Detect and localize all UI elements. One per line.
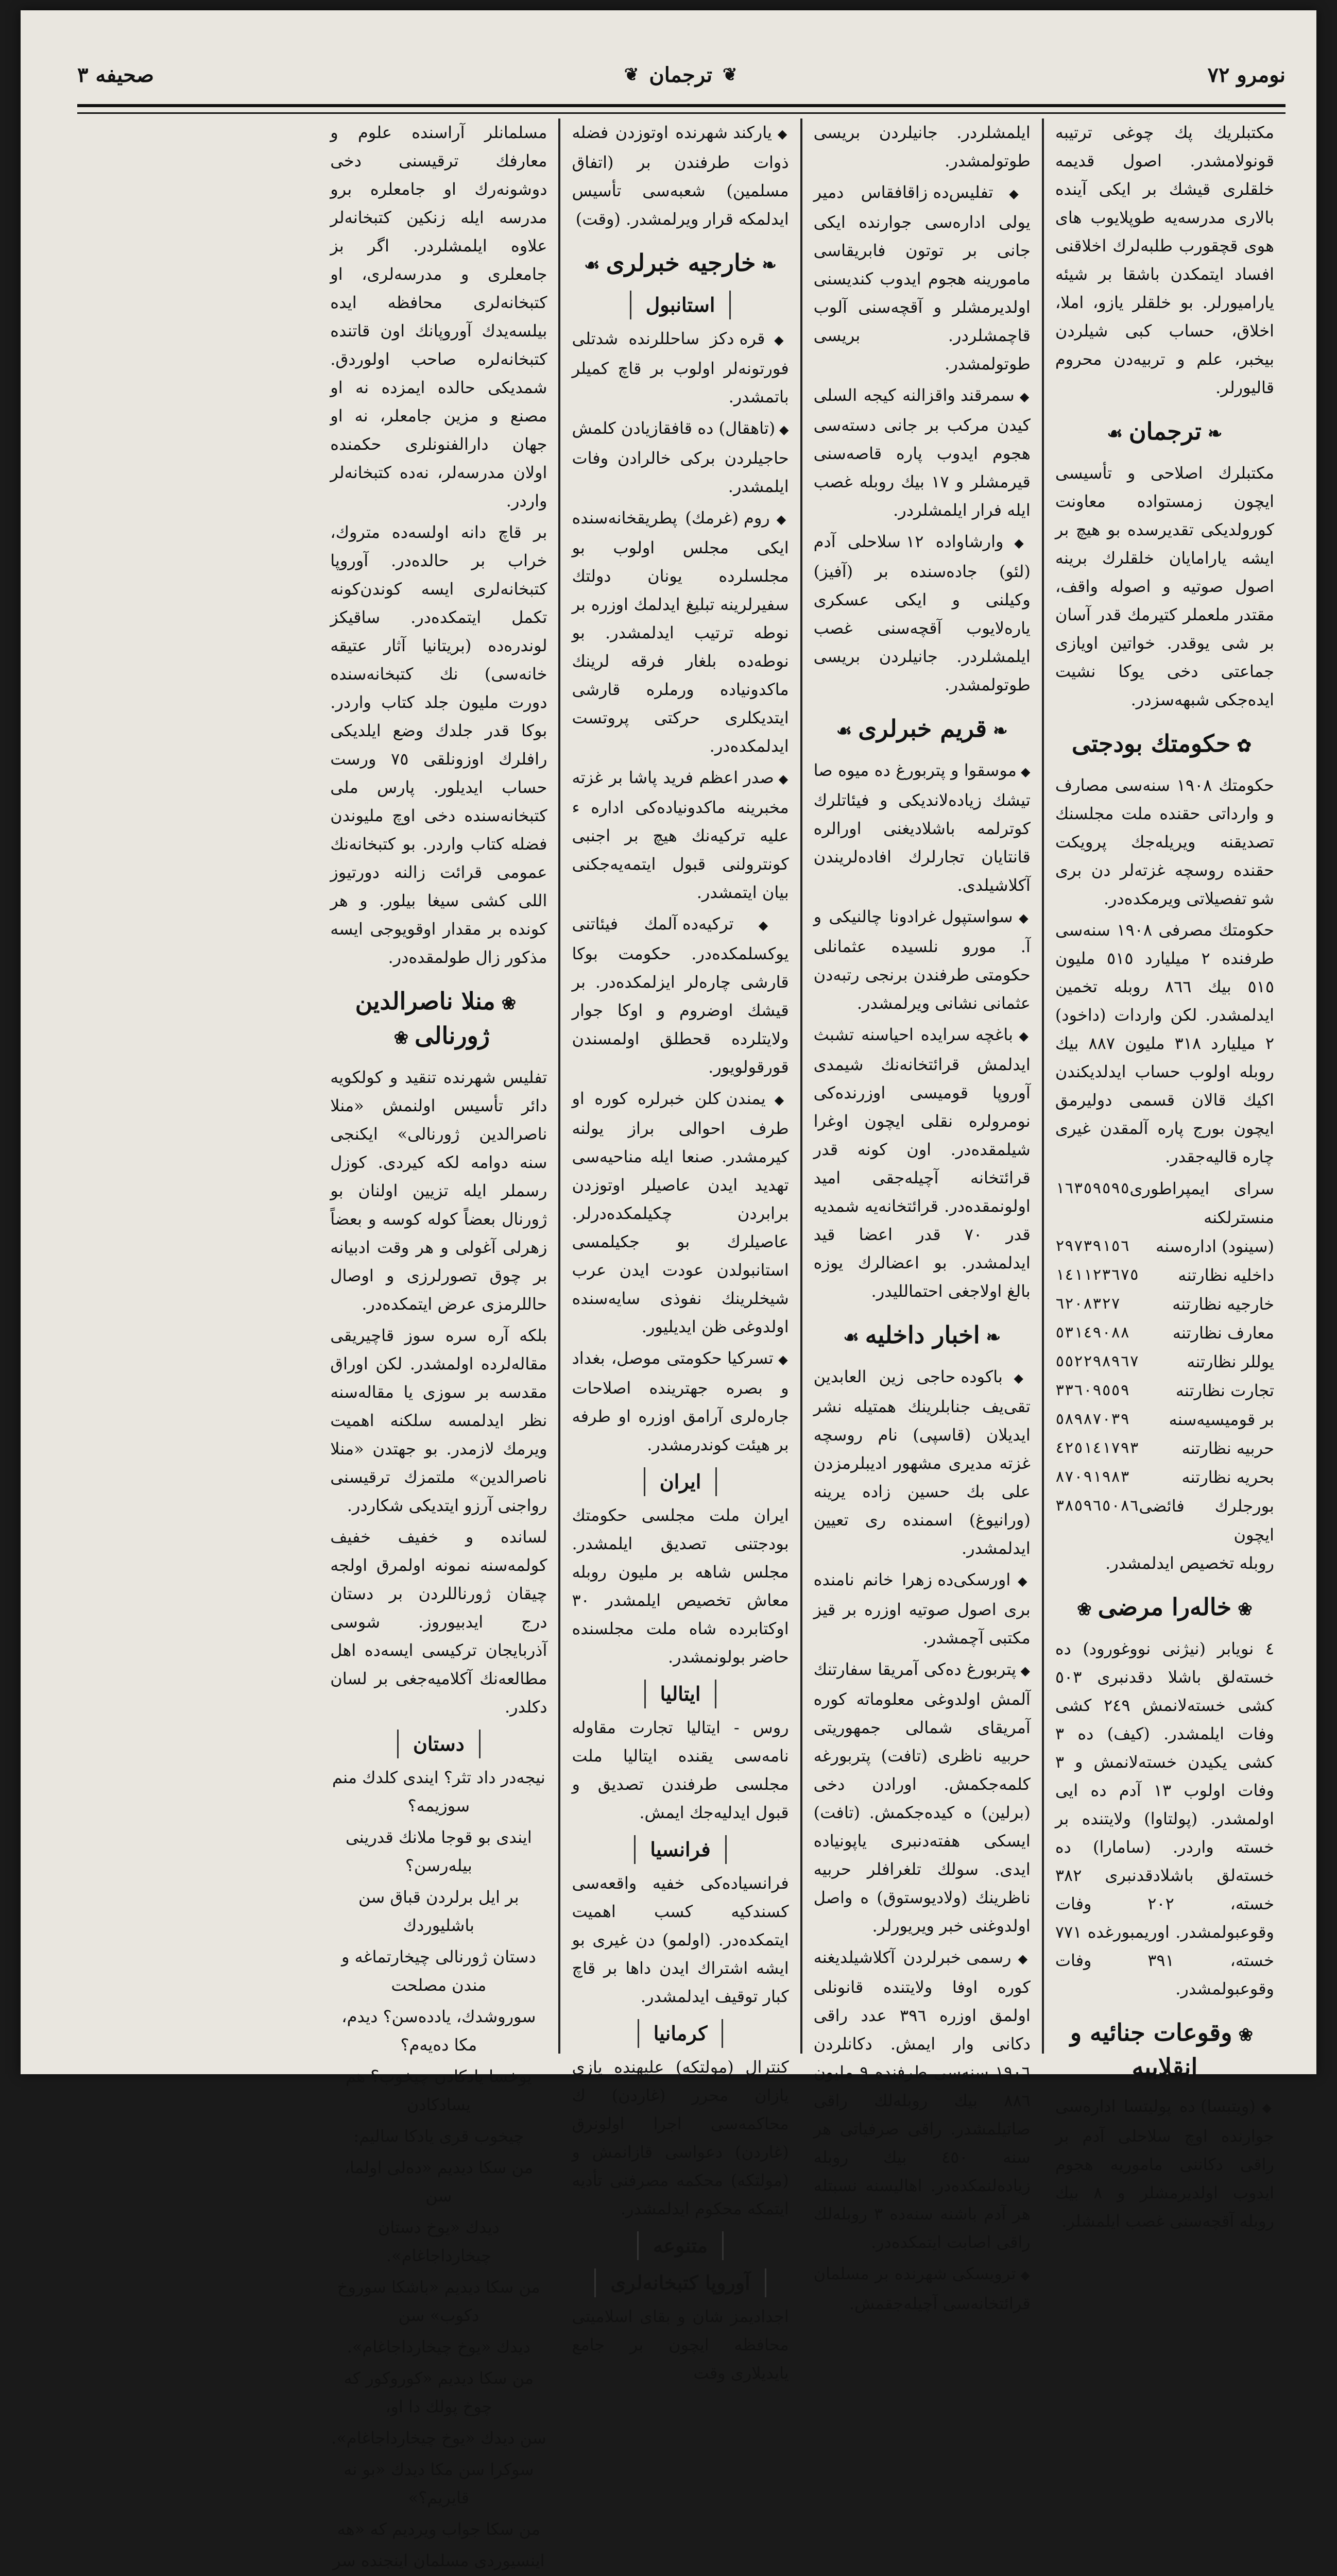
column-2 (802, 118, 1044, 2313)
ornament-icon: ❀ (501, 993, 517, 1014)
sub-heading: ايران (572, 1467, 789, 1496)
masthead (624, 63, 738, 87)
article-text: ◆ باكوده حاجى زين العابدين تقى‌يف جنابلرينك همتيله نشر ايديلان (قاسپى) نام روسچه غزته مديرى مشهور اديبلرمزدن على بك حسين زاده يرينه (ورانيوغ) اسمنده رى تعيين ايدلمشدر. (814, 1363, 1031, 1563)
article-text: ◆ ياركند شهرنده اوتوزدن فضله ذوات طرفندن بر (اتفاق مسلمين) شعبه‌سى تأسيس ايدلمكه قرار ويرلمشدر. (وقت) (572, 118, 789, 233)
poem-line: سن ديدك «يوخ چيخارداجاغام». (331, 2428, 546, 2448)
article-text: ◆ موسقوا و پتربورغ ده ميوه صا تيشك زياده‌لانديكى و فيئاتلرك كوترلمه باشلاديغنى اورالره قانتايان تجارلرك افاده‌لريندن آكلاشيلدى. (814, 756, 1031, 900)
article-text: كنترال (مولتكه) عليهنده يازى يازان محرر (غاردن) ك محاكمه‌سى اجرا اولونرق (غاردن) دعواسى قازانمش و (مولتكه) محكمه مصرفنى تأديه ايتمكه محكوم ايدلمشدر. (572, 2057, 789, 2218)
budget-row: داخليه نظارتنه ١٤١١٢٣٦٧٥ (1055, 1265, 1274, 1285)
newspaper-page (21, 10, 1316, 2570)
article-text: ◆ روم (غرمك) پطريقخانه‌سنده ايكى مجلس اولوب بو مجلسلرده يونان دولتك سفيرلرينه تبليغ ايدلمك اوزره بر نوطه ترتيب ايدلمشدر. بو نوطه‌ده بلغار فرقه لرينك ماكدونياده ورملره قارشى ايتديكلرى حركتى پروتست ايدلمكده‌در. (572, 504, 789, 760)
section-heading: ❀وقوعات جنائيه و انقلابيه (1070, 2019, 1253, 2081)
budget-table (1055, 1174, 1274, 1549)
ornament-icon: ❧ (1207, 423, 1223, 444)
poem-line: من سكا ديديم «دەلى اولما، سن (344, 2158, 533, 2206)
ornament-icon: ❀ (1238, 2025, 1253, 2045)
poem-line: سوكرا سن مكا ديدك «بو نه قايريم؟» (344, 2460, 534, 2507)
article-text: ◆ تسركيا حكومتى موصل، بغداد و بصره جهترينده اصلاحات جاره‌لرى آرامق اوزره او طرفه بر هيئت كوندرمشدر. (572, 1344, 789, 1459)
poem-line: من سكا ديديم «باشكا سوروخ دكوب» سن (337, 2277, 540, 2325)
article-text: ◆ سواستپول غرادونا چالنيكى و آ. مورو نلسيده عثمانلى حكومتى طرفندن برنجى رتبه‌دن عثمانى نشانى ويرلمشدر. (814, 903, 1031, 1018)
poem-line: ديدك «يوخ چيخارداجاغام». (347, 2337, 531, 2357)
poem-line: نيجەدر داد تثر؟ ايندى كلدك منم سوزيمه؟ (332, 1768, 545, 1816)
article-text: روس - ايتاليا تجارت مقاوله نامه‌سى يقنده ايتاليا ملت مجلسى طرفندن تصديق و قبول ايدليه‌جك ايمش. (572, 1718, 789, 1822)
article-text: ◆ (تاهقال) ده قافقازيادن كلمش حاجيلردن بركى خالرادن وفات ايلمشدر. (572, 414, 789, 501)
article-text: ◆ باغچه سرايده احياسنه تشبث ايدلمش قرائتخانه‌نك شيمدى آوروپا قوميسى اوزرنده‌كى نومرولره نقلى ايچون اوغرا شيلمقده‌در. اون كونه قدر قرائتخانه آچيله‌جقى اميد اولونمقده‌در. قرائتخانه‌يه شمديه قدر ٧٠ قدر اعضا قيد ايدلمشدر. بو اعضالرك يوزه بالغ اولاجغى احتمالليدر. (814, 1021, 1031, 1306)
article-text: حكومتك مصرفى ١٩٠٨ سنه‌سى طرفنده ٢ ميليارد ٥١٥ مليون ٥١٥ بيك ٨٦٦ روبله تخمين ايدلمشدر. لكن واردات (داخود) ٢ ميليارد ٣١٨ مليون ٨٨٧ بيك روبله اولوب حساب ايدلديكندن اكيك قالان قسمى دوليرمق ايچون بورج پاره آلمقدن غيرى چاره قاليه‌جقدر. (1055, 920, 1275, 1166)
poem-line: ايندى بو قوجا ملانك قدرينى بيلەرسن؟ (346, 1827, 532, 1875)
poem-line: من سكا جواب ويرديم كه «هه (337, 2519, 541, 2539)
ornament-icon: ✿ (1237, 736, 1252, 756)
section-heading: ❀منلا ناصرالدين ژورنالى❀ (355, 987, 517, 1049)
article-text: فرانسياده‌كى خفيه واقعه‌سى كسندكيه كسب اهميت ايتمكده‌در. (اولمو) دن غيرى بو ايشه اشتراك ايدن داها بر قاچ كبار توقيف ايدلمشدر. (572, 1873, 789, 2006)
column-1 (1044, 118, 1285, 2231)
sub-heading: متنوعه (572, 2231, 789, 2260)
sub-heading: كرمانيا (572, 2019, 789, 2048)
article-text: ايلمشلردر. جانيلردن بريسى طوتولمشدر. (813, 123, 1031, 171)
ornament-icon: ❧ (762, 255, 777, 276)
section-heading: ✿حكومتك بودجتى (1071, 730, 1252, 757)
poem-line: بر ايل برلردن قباق سن باشليوردك (358, 1887, 519, 1935)
budget-row: يوللر نظارتنه ٥٥٢٢٩٨٩٦٧ (1055, 1352, 1274, 1371)
section-heading: ❀خالەرا مرضى❀ (1077, 1593, 1253, 1621)
article-text: مكتبلرك اصلاحى و تأسيسى ايچون زمستواده معاونت كورولديكى تقديرسده بو هيچ بر ايشه يارامايان خلقلرك برينه اصول صوتيه و اصوله واقف، مقتدر ملعملر كتيرمك قدر آسان بر شى يوقدر. خواتين اويازى جماعتى دخى يوكا نشيت ايده‌جكى شبهه‌سزدر. (1055, 463, 1274, 709)
budget-row: حربيه نظارتنه ٤٢٥١٤١٧٩٣ (1055, 1438, 1274, 1458)
ornament-icon: ☙ (836, 721, 852, 741)
section-heading: ❧ترجمان☙ (1107, 417, 1223, 445)
article-text: مسلمانلر آراسنده علوم و معارفك ترقيسنى دخى دوشونەرك او جامعلره برو مدرسه ايله زنكين كتبخانەلر علاوه ايلمشلردر. اگر بز جامعلرى و مدرسه‌لرى، او كتبخانەلرى محافظه ايده بيلسەيدك آوروپانك اون قاتنده كتبخانەلره صاحب اولوردق. شمديكى حالده ايمزده نه او مصنع و مزين جامعلر، نه او جهان دارالفنونلرى حكمنده اولان مدرسەلر، نه‌ده كتبخانەلر واردر. (330, 123, 547, 511)
ornament-icon: ❧ (986, 1327, 1001, 1348)
article-text: حكومتك ١٩٠٨ سنه‌سى مصارف و وارداتى حقنده ملت مجلسنك تصديقنه ويريله‌جك پرويكت حقنده روسچه غزته‌لر دن برى شو تفصيلاتى ويرمكده‌در. (1055, 775, 1275, 908)
page-header (77, 46, 1285, 103)
ornament-icon: ❀ (393, 1028, 409, 1048)
article-text: ◆ رسمى خبرلردن آكلاشيلديغنه كوره اوفا ولايتنده قانونلى اولمق اوزره ٣٩٦ عدد راقى دكانى وار ايمش. دكانلردن ١٩٠٦ سنه‌سى طرفنده ٩ مليون ٨٨٦ بيك روبله‌لك راقى صاتيلمشدر. راقى صرفياتى هر سنه ٤٥٠ بيك روبله زياده‌لنمكده‌در. اهاليسنه نسبتله هر آدم باشنه سنه‌ده ٣ روبله‌لك راقى اصابت ايتمكده‌در. (814, 1943, 1031, 2257)
sub-heading: استانبول (572, 291, 789, 319)
ornament-icon: ❧ (993, 721, 1008, 741)
poem-line: چيخوب قرى يادكا ساليم: (353, 2126, 524, 2146)
poem-line: سوروشدك، ياددەسن؟ ديدم، مكا دەيەم؟ (341, 2007, 536, 2055)
article-text: بر قاچ دانه اولسه‌ده متروك، خراب بر حالده‌در. آوروپا كتبخانەلرى ايسه كوندن‌كونه تكمل ايتمكده‌در. ساقيكز لوندره‌ده (بريتانيا آثار عتيقه خانه‌سى) نك كتبخانه‌سنده دورت مليون جلد كتاب واردر. بوكا قدر جلدك وضع ايلديكى رافلرك اوزونلقى ٧٥ ورست حساب ايديلور. پارس ملى كتبخانه‌سنده دخى اوچ مليوندن فضله كتاب واردر. بو كتبخانه‌نك عمومى قرائت زالنه دورتيوز اللى كشى سيغا بيلور. و هر كونده بر مقدار اوقويوجى ايسه مذكور زال طولمقده‌در. (330, 522, 547, 967)
ornament-icon: ☙ (584, 255, 600, 276)
article-text: ◆ يمندن كلن خبرلره كوره او طرف احوالى براز يولنه كيرمشدر. صنعا ايله مناحيه‌سى تهديد ايدن عاصيلر اوتوزدن برابردن چكيلمكده‌درلر. عاصيلرك بو جكيلمسى استانبولدن عودت ايدن عرب شيخلرينك نفوذى سايه‌سنده اولدوغى ظن ايديليور. (572, 1084, 789, 1341)
budget-row: بر قوميسيه‌سنه ٥٨٩٨٧٠٣٩ (1055, 1410, 1274, 1429)
sub-heading: دستان (330, 1730, 547, 1758)
ornament-icon: ☙ (1107, 423, 1123, 444)
article-text: ◆ (ويتبسا) ده پوليتسا اداره‌سى جوارنده اوچ سلاحلى آدم بر راقى دكاننى ماموريه هجوم ايدوب اولديرمشلر و ٨ بيك روبله آقچه‌سنى غصب ايلمشلر. (1055, 2092, 1274, 2235)
article-columns (77, 118, 1285, 2570)
poem-line: من سكا ديديم «كوروكور كه چوخ پولك دا او، (344, 2368, 534, 2416)
article-text: بلكه آره‌ سره سوز قاچيريقى مقالەلرده اولمشدر. لكن اوراق مقدسه بر سوزى يا مقاله‌سنه نظر ايدلمسه سلكنه اهميت ويرمك لازمدر. بو جهتدن «منلا ناصرالدين» ملتمزك ترقيسنى رواجنى آرزو ايتديكى شكاردر. (330, 1326, 547, 1515)
article-text: تفليس شهرنده تنقيد و كولكويه دائر تأسيس اولنمش «منلا ناصرالدين ژورنالى» ايكنجى سنه دوامه‌ لكه كيردى. كوزل رسملر ايله تزيين اولنان بو ژورنال بعضاً كوله كوسه و بعضاً زهرلى آغولى و هر وقت ادبيانه بر چوق تصورلرزى و اوصال حاللرمزى عرض ايتمكده‌در. (330, 1067, 547, 1314)
budget-row: تجارت نظارتنه ٣٣٦٠٩٥٥٩ (1055, 1381, 1274, 1400)
issue-number: نومرو ٧٢ (1207, 62, 1285, 87)
article-text: ◆ اورسكى‌ده زهرا خانم نامنده برى اصول صوتيه اوزره بر قيز مكتبى آچمشدر. (814, 1566, 1031, 1652)
header-rule (77, 104, 1285, 114)
article-text: اجداديمز شان و بقاى اسلاميتى محافظه ايچون بر جامع يايديلارى وقت (572, 2307, 789, 2383)
poem-line: ديدك «يوخ دستان چيخارداجاغام». (378, 2217, 500, 2265)
article-text: ◆ تركيه‌ده آلمك فيئاتنى يوكسلمكده‌در. حكومت بوكا قارشى چاره‌لر ايزلمكده‌در. بر قيشك اوضروم و اوكا جوار ولايتلرده قحطلق اولمسندن قورقولويور. (572, 910, 789, 1081)
article-text: روبله تخصيص ايدلمشدر. (1105, 1553, 1274, 1573)
budget-row: معارف نظارتنه ٥٣١٤٩٠٨٨ (1055, 1323, 1274, 1343)
ornament-icon: ❀ (1077, 1599, 1092, 1620)
article-text: ◆ صدر اعظم فريد پاشا بر غزته مخبرينه ماكدونياده‌كى اداره ء عليه تركيه‌نك هيچ بر اجنبى كونترولنى قبول ايتمه‌يه‌جكنى بيان ايتمشدر. (572, 764, 789, 907)
ornament-icon: ❦ (723, 64, 738, 85)
section-heading: ❧اخبار داخليه☙ (843, 1321, 1001, 1349)
budget-row: (سينود) اداره‌سنه ٢٩٧٣٩١٥٦ (1055, 1236, 1274, 1256)
article-text: لسانده و خفيف خفيف كولمه‌سنه نمونه اولمرق اولجه چيقان ژورناللردن بر دستان درج ايدبيوروز. شوسى آذربايجان تركيسى ايسه‌ده اهل مطالعه‌نك آكلاميه‌جغى بر لسان دكلدر. (330, 1527, 547, 1717)
section-heading: ❧خارجيه خبرلرى☙ (584, 249, 777, 277)
budget-row: بورجلرك فائضى ايچون ٣٨٥٩٦٥٠٨٦ (1055, 1496, 1274, 1545)
ornament-icon: ❀ (1238, 1599, 1253, 1620)
article-text: ◆ سمرقند واقزالنه كيجه السلى كيدن مركب بر جانى دسته‌سى هجوم ايدوب پاره قاصه‌سنى قيرمشلر و ١٧ بيك روبله غصب ايله فرار ايلمشلردر. (814, 381, 1031, 524)
sub-heading: آوروپا كتبخانه‌لرى (572, 2268, 789, 2297)
budget-row: بحريه نظارتنه ٨٧٠٩١٩٨٣ (1055, 1467, 1274, 1487)
article-text: ◆ قره دكز ساحللرنده شدتلى فورتونه‌لر اولوب بر قاچ كميلر باتمشدر. (572, 325, 789, 411)
poem-line: اينسيوردى مسلمان اينجنده سر (333, 2551, 545, 2570)
budget-row: خارجيه نظارتنه ٦٢٠٨٣٢٧ (1055, 1294, 1274, 1314)
page-number: صحيفه ٣ (77, 62, 154, 87)
article-text: ◆ ترويسكى شهرنده بر مسلمان قرائتخانه‌سى آچيله‌جقمش. (814, 2260, 1031, 2318)
article-text: مكتبلريك پك چوغى ترتيبه قونولامشدر. اصول قديمه خلقلرى قيشك بر ايكى آينده بالارى مدرسه‌يه طوپلايوب هاى هوى قچقورب طلبه‌لرك اخلاقنى افساد ايتمكدن باشقا بر شيئه ياراميورلر. بو خلقلر يازو، املا، اخلاق، حساب كبى شيلردن بيخبر، علم و تربيه‌دن محروم قاليورلر. (1055, 123, 1274, 397)
article-text: ◆ وارشاواده ١٢ سلاحلى آدم (لئو) جاده‌سنده بر (آفيز) وكيلنى و ايكى عسكرى ياره‌لايوب آقچه‌سنى غصب ايلمشلردر. جانيلردن بريسى طوتولمشدر. (814, 528, 1031, 699)
article-text: ◆ پتربورغ ده‌كى آمريقا سفارتنك آلمش اولدوغى معلوماته كوره آمريقاى شمالى جمهوريتى حربيه ناظرى (تافت) پتربورغه كلمه‌جكمش. اورادن دخى (برلين) ه كيده‌جكمش. (تافت) ايسكى هفته‌دنبرى ياپونياده ايدى. سولك تلغرافلر حربيه ناظرينك (ولاديوستوق) ه واصل اولدوغنى خبر ويريورلر. (814, 1655, 1031, 1940)
column-4 (319, 118, 560, 2570)
article-text: ايران ملت مجلسى حكومتك بودجتنى تصديق ايلمشدر. مجلس شاهه بر مليون روبله معاش تخصيص ايلمشدر ٣٠ اوكتابرده شاه ملت مجلسنده حاضر بولونمشدر. (572, 1505, 789, 1667)
article-text: ٤ نويابر (نيژنى نووغورود) ده خسته‌لق باشلا دقدنبرى ٥٠٣ كشى خسته‌لانمش ٢٤٩ كشى وفات ايلمشدر. (كيف) ده ٣ كشى يكيدن خسته‌لانمش و ٣ وفات اولوب ١٣ آدم ده ايى اولمشدر. (پولتاوا) ولايتنده بر خسته واردر. (سامارا) ده خسته‌لق باشلادقدنبرى ٣٨٢ خسته، ٢٠٢ وفات وقوعبولمشدر. اوريمبورغده ٧٧١ خسته، ٣٩١ وفات وقوعبولمشدر. (1055, 1639, 1275, 1998)
sub-heading: ايتاليا (572, 1680, 789, 1708)
poem (330, 1764, 547, 2576)
poem-line: يوخسا يادكادن چيخوب؟ هم يسادكادن (346, 2066, 532, 2114)
newspaper-title: ترجمان (649, 62, 713, 87)
section-heading: ❧قريم خبرلرى☙ (836, 715, 1008, 742)
sub-heading: فرانسيا (572, 1835, 789, 1864)
ornament-icon: ❦ (624, 64, 639, 85)
column-3 (560, 118, 802, 2383)
ornament-icon: ☙ (843, 1327, 859, 1348)
poem-line: دستان ژورنالى چيخارتماغه و مندن مصلحت (341, 1947, 536, 1995)
budget-row: سراى ايمپراطورى منسترلكنه ١٦٣٥٩٥٩٥ (1055, 1179, 1274, 1227)
article-text: ◆ تفليس‌ده زاقافقاس دمير يولى اداره‌سى جوارنده ايكى جانى بر توتون فابريقاسى مامورينه هجوم ايدوب كنديسنى اولديرمشلر و آقچه‌سنى آلوب قاچمشلردر. بريسى طوتولمشدر. (814, 178, 1031, 378)
